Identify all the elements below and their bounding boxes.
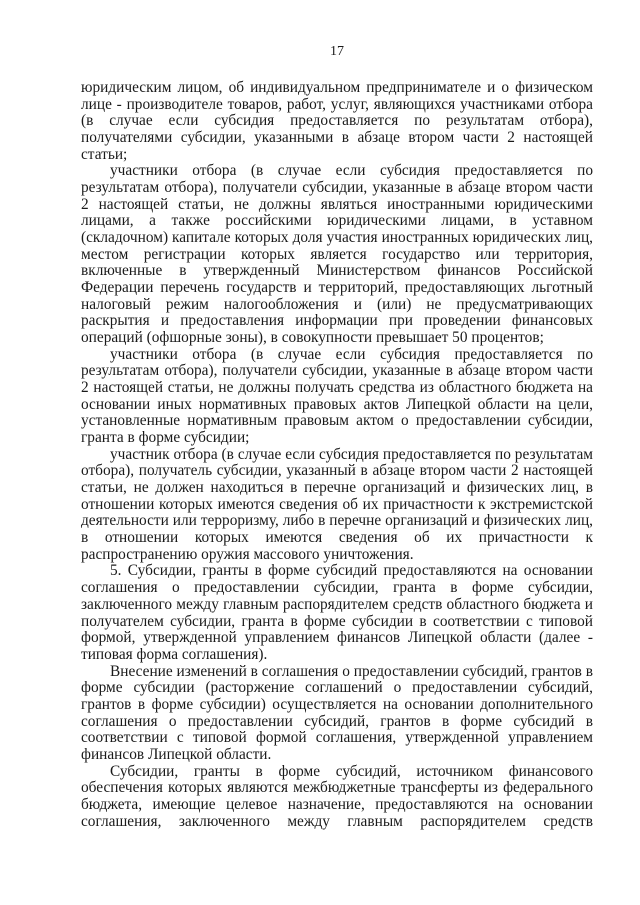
paragraph-7: Субсидии, гранты в форме субсидий, источником финансового обеспечения которых являются межбюджетные трансферты из федерального бюджета, имеющие целевое назначение, предоставляются на основании соглашения, заключенного между главным распорядителем средств	[81, 762, 593, 830]
document-page	[81, 44, 593, 894]
page-number: 17	[330, 44, 344, 59]
document-body	[81, 80, 593, 830]
paragraph-5: 5. Субсидии, гранты в форме субсидий предоставляются на основании соглашения о предоставлении субсидии, гранта в форме субсидии, заключенного между главным распорядителем средств областного бюджета и получателем субсидии, гранта в форме субсидии в соответствии с типовой формой, утвержденной управлением финансов Липецкой области (далее - типовая форма соглашения).	[81, 562, 593, 663]
paragraph-1: юридическим лицом, об индивидуальном предпринимателе и о физическом лице - производителе товаров, работ, услуг, являющихся участниками отбора (в случае если субсидия предоставляется по результатам отбора), получателями субсидии, указанными в абзаце втором части 2 настоящей статьи;	[81, 79, 593, 163]
paragraph-3: участники отбора (в случае если субсидия предоставляется по результатам отбора), получатели субсидии, указанные в абзаце втором части 2 настоящей статьи, не должны получать средства из областного бюджета на основании иных нормативных правовых актов Липецкой области на цели, установленные нормативным правовым актом о предоставлении субсидии, гранта в форме субсидии;	[81, 345, 593, 447]
paragraph-4: участник отбора (в случае если субсидия предоставляется по результатам отбора), получатель субсидии, указанный в абзаце втором части 2 настоящей статьи, не должен находиться в перечне организаций и физических лиц, в отношении которых имеются сведения об их причастности к экстремистской деятельности или терроризму, либо в перечне организаций и физических лиц, в отношении которых имеются сведения об их причастности к распространению оружия массового уничтожения.	[81, 445, 593, 563]
paragraph-6: Внесение изменений в соглашения о предоставлении субсидий, грантов в форме субсидии (расторжение соглашений о предоставлении субсидий, грантов в форме субсидии) осуществляется на основании дополнительного соглашения о предоставлении субсидий, грантов в форме субсидий в соответствии с типовой формой соглашения, утвержденной управлением финансов Липецкой области.	[81, 662, 593, 763]
paragraph-2: участники отбора (в случае если субсидия предоставляется по результатам отбора), получатели субсидии, указанные в абзаце втором части 2 настоящей статьи, не должны являться иностранными юридическими лицами, а также российскими юридическими лицами, в уставном (складочном) капитале которых доля участия иностранных юридических лиц, местом регистрации которых является государство или территория, включенные в утвержденный Министерством финансов Российской Федерации перечень государств и территорий, предоставляющих льготный налоговый режим налогообложения и (или) не предусматривающих раскрытия и предоставления информации при проведении финансовых операций (офшорные зоны), в совокупности превышает 50 процентов;	[81, 162, 593, 347]
